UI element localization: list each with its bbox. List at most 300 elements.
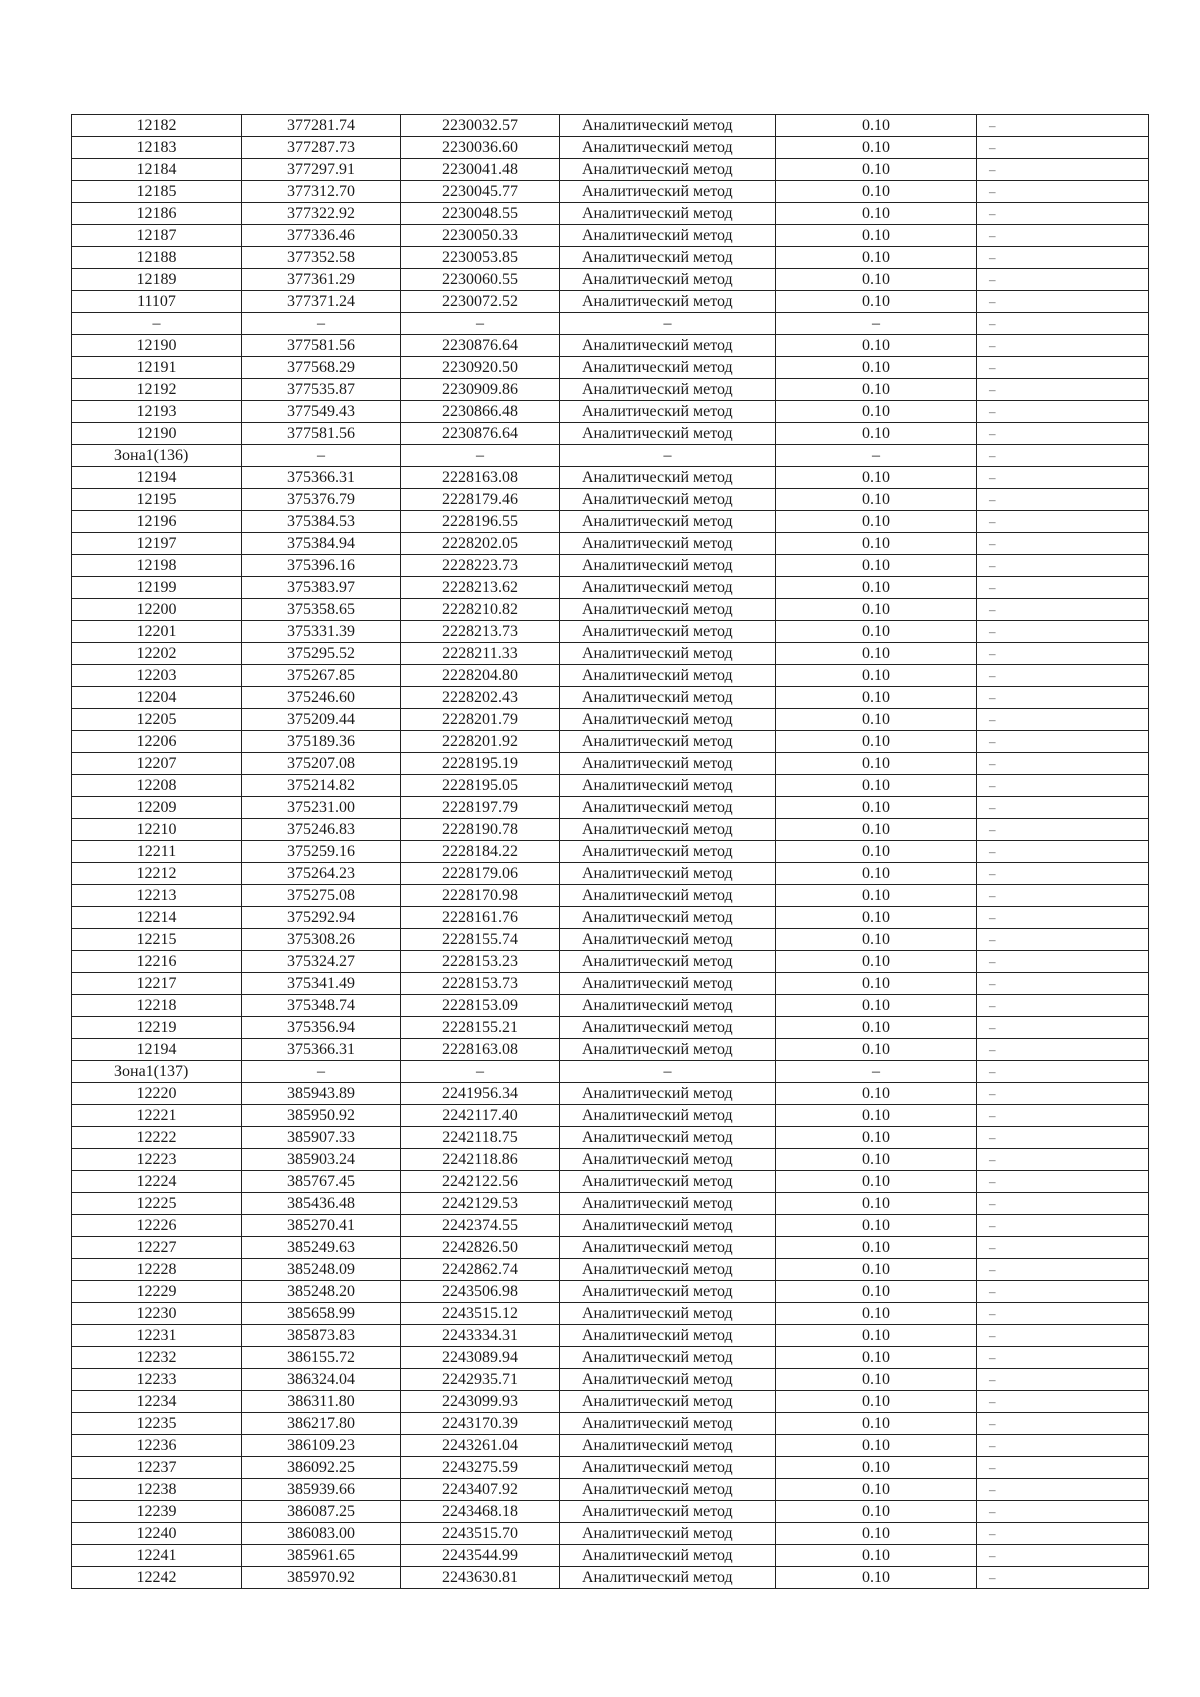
point-number-cell: 12228	[72, 1259, 242, 1281]
accuracy-cell: 0.10	[776, 423, 977, 445]
table-row	[72, 797, 1149, 819]
y-coordinate-cell: 2230032.57	[401, 115, 560, 137]
table-row	[72, 1479, 1149, 1501]
point-number-cell: 12198	[72, 555, 242, 577]
note-cell: –	[977, 159, 1149, 181]
x-coordinate-cell: 375246.83	[242, 819, 401, 841]
method-cell: Аналитический метод	[560, 357, 776, 379]
point-number-cell: 12200	[72, 599, 242, 621]
note-cell: –	[977, 753, 1149, 775]
point-number-cell: 12195	[72, 489, 242, 511]
point-number-cell: 12205	[72, 709, 242, 731]
point-number-cell: 12242	[72, 1567, 242, 1589]
point-number-cell: 12220	[72, 1083, 242, 1105]
point-number-cell: 12189	[72, 269, 242, 291]
method-cell: Аналитический метод	[560, 489, 776, 511]
method-cell: Аналитический метод	[560, 1435, 776, 1457]
note-cell: –	[977, 1479, 1149, 1501]
method-cell: Аналитический метод	[560, 1237, 776, 1259]
x-coordinate-cell: 385961.65	[242, 1545, 401, 1567]
y-coordinate-cell: 2230053.85	[401, 247, 560, 269]
accuracy-cell: 0.10	[776, 1303, 977, 1325]
method-cell: Аналитический метод	[560, 181, 776, 203]
accuracy-cell: 0.10	[776, 533, 977, 555]
note-cell: –	[977, 357, 1149, 379]
x-coordinate-cell: 386083.00	[242, 1523, 401, 1545]
accuracy-cell: 0.10	[776, 731, 977, 753]
point-number-cell: 12231	[72, 1325, 242, 1347]
y-coordinate-cell: 2243506.98	[401, 1281, 560, 1303]
note-cell: –	[977, 335, 1149, 357]
method-cell: Аналитический метод	[560, 1171, 776, 1193]
x-coordinate-cell: 377287.73	[242, 137, 401, 159]
method-cell: Аналитический метод	[560, 423, 776, 445]
x-coordinate-cell: 377336.46	[242, 225, 401, 247]
y-coordinate-cell: 2228179.46	[401, 489, 560, 511]
accuracy-cell: 0.10	[776, 841, 977, 863]
note-cell: –	[977, 1017, 1149, 1039]
method-cell: Аналитический метод	[560, 291, 776, 313]
table-row	[72, 401, 1149, 423]
table-row	[72, 1215, 1149, 1237]
point-number-cell: 12197	[72, 533, 242, 555]
accuracy-cell: 0.10	[776, 819, 977, 841]
method-cell: Аналитический метод	[560, 137, 776, 159]
y-coordinate-cell: 2230041.48	[401, 159, 560, 181]
y-coordinate-cell: 2243261.04	[401, 1435, 560, 1457]
method-cell: Аналитический метод	[560, 1567, 776, 1589]
point-number-cell: 12183	[72, 137, 242, 159]
table-row	[72, 863, 1149, 885]
note-cell: –	[977, 1523, 1149, 1545]
y-coordinate-cell: 2228163.08	[401, 1039, 560, 1061]
point-number-cell: 12212	[72, 863, 242, 885]
method-cell: Аналитический метод	[560, 1391, 776, 1413]
y-coordinate-cell: 2242862.74	[401, 1259, 560, 1281]
note-cell: –	[977, 1237, 1149, 1259]
point-number-cell: 12239	[72, 1501, 242, 1523]
method-cell: Аналитический метод	[560, 467, 776, 489]
table-row	[72, 1457, 1149, 1479]
note-cell: –	[977, 1259, 1149, 1281]
y-coordinate-cell: 2228201.92	[401, 731, 560, 753]
accuracy-cell: 0.10	[776, 401, 977, 423]
table-row	[72, 203, 1149, 225]
x-coordinate-cell: 375356.94	[242, 1017, 401, 1039]
accuracy-cell: 0.10	[776, 1083, 977, 1105]
note-cell: –	[977, 577, 1149, 599]
point-number-cell: 12227	[72, 1237, 242, 1259]
point-number-cell: 12188	[72, 247, 242, 269]
accuracy-cell: 0.10	[776, 1259, 977, 1281]
method-cell: Аналитический метод	[560, 1523, 776, 1545]
method-cell: Аналитический метод	[560, 863, 776, 885]
table-row	[72, 1523, 1149, 1545]
table-row	[72, 1435, 1149, 1457]
x-coordinate-cell: 377297.91	[242, 159, 401, 181]
method-cell: Аналитический метод	[560, 973, 776, 995]
x-coordinate-cell: 386324.04	[242, 1369, 401, 1391]
point-number-cell: 12187	[72, 225, 242, 247]
point-number-cell: 12204	[72, 687, 242, 709]
method-cell: Аналитический метод	[560, 1325, 776, 1347]
y-coordinate-cell: 2230060.55	[401, 269, 560, 291]
x-coordinate-cell: 385873.83	[242, 1325, 401, 1347]
point-number-cell: 12190	[72, 335, 242, 357]
accuracy-cell: 0.10	[776, 1435, 977, 1457]
accuracy-cell: –	[776, 445, 977, 467]
table-row	[72, 1105, 1149, 1127]
method-cell: Аналитический метод	[560, 775, 776, 797]
table-row	[72, 335, 1149, 357]
x-coordinate-cell: 375376.79	[242, 489, 401, 511]
accuracy-cell: 0.10	[776, 511, 977, 533]
accuracy-cell: 0.10	[776, 775, 977, 797]
accuracy-cell: 0.10	[776, 1391, 977, 1413]
point-number-cell: 11107	[72, 291, 242, 313]
point-number-cell: 12216	[72, 951, 242, 973]
method-cell: Аналитический метод	[560, 643, 776, 665]
method-cell: Аналитический метод	[560, 665, 776, 687]
table-row	[72, 159, 1149, 181]
table-row	[72, 1347, 1149, 1369]
point-number-cell: 12213	[72, 885, 242, 907]
table-row	[72, 1413, 1149, 1435]
method-cell: Аналитический метод	[560, 401, 776, 423]
y-coordinate-cell: 2228153.73	[401, 973, 560, 995]
table-row	[72, 599, 1149, 621]
accuracy-cell: 0.10	[776, 1281, 977, 1303]
x-coordinate-cell: 385950.92	[242, 1105, 401, 1127]
note-cell: –	[977, 973, 1149, 995]
accuracy-cell: 0.10	[776, 1523, 977, 1545]
x-coordinate-cell: 375384.94	[242, 533, 401, 555]
note-cell: –	[977, 797, 1149, 819]
accuracy-cell: 0.10	[776, 1149, 977, 1171]
method-cell: Аналитический метод	[560, 1457, 776, 1479]
note-cell: –	[977, 1391, 1149, 1413]
method-cell: –	[560, 445, 776, 467]
x-coordinate-cell: 385248.20	[242, 1281, 401, 1303]
point-number-cell: 12224	[72, 1171, 242, 1193]
note-cell: –	[977, 423, 1149, 445]
y-coordinate-cell: 2243275.59	[401, 1457, 560, 1479]
point-number-cell: 12240	[72, 1523, 242, 1545]
method-cell: Аналитический метод	[560, 709, 776, 731]
x-coordinate-cell: 377568.29	[242, 357, 401, 379]
note-cell: –	[977, 1149, 1149, 1171]
table-row	[72, 709, 1149, 731]
x-coordinate-cell: 377549.43	[242, 401, 401, 423]
method-cell: Аналитический метод	[560, 555, 776, 577]
x-coordinate-cell: 375275.08	[242, 885, 401, 907]
method-cell: Аналитический метод	[560, 929, 776, 951]
point-number-cell: 12226	[72, 1215, 242, 1237]
point-number-cell: 12207	[72, 753, 242, 775]
table-row	[72, 247, 1149, 269]
point-number-cell: 12236	[72, 1435, 242, 1457]
note-cell: –	[977, 907, 1149, 929]
note-cell: –	[977, 555, 1149, 577]
method-cell: Аналитический метод	[560, 159, 776, 181]
accuracy-cell: 0.10	[776, 181, 977, 203]
x-coordinate-cell: 377281.74	[242, 115, 401, 137]
accuracy-cell: 0.10	[776, 1127, 977, 1149]
point-number-cell: 12235	[72, 1413, 242, 1435]
table-row	[72, 665, 1149, 687]
note-cell: –	[977, 467, 1149, 489]
note-cell: –	[977, 489, 1149, 511]
table-row	[72, 555, 1149, 577]
note-cell: –	[977, 1325, 1149, 1347]
x-coordinate-cell: 375189.36	[242, 731, 401, 753]
method-cell: Аналитический метод	[560, 115, 776, 137]
x-coordinate-cell: –	[242, 1061, 401, 1083]
accuracy-cell: 0.10	[776, 995, 977, 1017]
y-coordinate-cell: 2228195.05	[401, 775, 560, 797]
table-row	[72, 1281, 1149, 1303]
y-coordinate-cell: 2230909.86	[401, 379, 560, 401]
zone-header-row	[72, 445, 1149, 467]
x-coordinate-cell: 375384.53	[242, 511, 401, 533]
accuracy-cell: –	[776, 313, 977, 335]
x-coordinate-cell: 375267.85	[242, 665, 401, 687]
y-coordinate-cell: –	[401, 313, 560, 335]
point-number-cell: 12192	[72, 379, 242, 401]
y-coordinate-cell: 2228155.74	[401, 929, 560, 951]
table-row	[72, 973, 1149, 995]
note-cell: –	[977, 687, 1149, 709]
point-number-cell: 12218	[72, 995, 242, 1017]
accuracy-cell: 0.10	[776, 555, 977, 577]
accuracy-cell: 0.10	[776, 1501, 977, 1523]
x-coordinate-cell: 375348.74	[242, 995, 401, 1017]
method-cell: Аналитический метод	[560, 1413, 776, 1435]
y-coordinate-cell: 2243544.99	[401, 1545, 560, 1567]
note-cell: –	[977, 401, 1149, 423]
note-cell: –	[977, 1061, 1149, 1083]
y-coordinate-cell: 2228223.73	[401, 555, 560, 577]
point-number-cell: 12234	[72, 1391, 242, 1413]
y-coordinate-cell: 2228179.06	[401, 863, 560, 885]
table-row	[72, 1325, 1149, 1347]
point-number-cell: 12219	[72, 1017, 242, 1039]
y-coordinate-cell: 2230866.48	[401, 401, 560, 423]
point-number-cell: 12211	[72, 841, 242, 863]
note-cell: –	[977, 511, 1149, 533]
coordinates-table	[71, 114, 1149, 1589]
accuracy-cell: 0.10	[776, 863, 977, 885]
y-coordinate-cell: 2242129.53	[401, 1193, 560, 1215]
method-cell: Аналитический метод	[560, 225, 776, 247]
method-cell: Аналитический метод	[560, 885, 776, 907]
point-number-cell: 12214	[72, 907, 242, 929]
y-coordinate-cell: 2228155.21	[401, 1017, 560, 1039]
table-row	[72, 1369, 1149, 1391]
y-coordinate-cell: 2242935.71	[401, 1369, 560, 1391]
method-cell: Аналитический метод	[560, 269, 776, 291]
note-cell: –	[977, 1369, 1149, 1391]
point-number-cell: 12184	[72, 159, 242, 181]
x-coordinate-cell: 375383.97	[242, 577, 401, 599]
note-cell: –	[977, 1083, 1149, 1105]
point-number-cell: 12193	[72, 401, 242, 423]
accuracy-cell: 0.10	[776, 709, 977, 731]
table-row	[72, 731, 1149, 753]
method-cell: Аналитический метод	[560, 1105, 776, 1127]
x-coordinate-cell: 375358.65	[242, 599, 401, 621]
table-row	[72, 269, 1149, 291]
y-coordinate-cell: 2230050.33	[401, 225, 560, 247]
method-cell: Аналитический метод	[560, 203, 776, 225]
y-coordinate-cell: 2243468.18	[401, 1501, 560, 1523]
method-cell: Аналитический метод	[560, 687, 776, 709]
accuracy-cell: 0.10	[776, 203, 977, 225]
point-number-cell: 12196	[72, 511, 242, 533]
method-cell: Аналитический метод	[560, 1259, 776, 1281]
note-cell: –	[977, 1567, 1149, 1589]
x-coordinate-cell: 375259.16	[242, 841, 401, 863]
point-number-cell: 12206	[72, 731, 242, 753]
accuracy-cell: 0.10	[776, 269, 977, 291]
table-row	[72, 423, 1149, 445]
note-cell: –	[977, 995, 1149, 1017]
table-row	[72, 1237, 1149, 1259]
x-coordinate-cell: 377312.70	[242, 181, 401, 203]
x-coordinate-cell: 385939.66	[242, 1479, 401, 1501]
method-cell: Аналитический метод	[560, 1193, 776, 1215]
y-coordinate-cell: 2243407.92	[401, 1479, 560, 1501]
x-coordinate-cell: 385970.92	[242, 1567, 401, 1589]
method-cell: Аналитический метод	[560, 951, 776, 973]
point-number-cell: 12222	[72, 1127, 242, 1149]
y-coordinate-cell: 2228213.73	[401, 621, 560, 643]
table-row	[72, 1501, 1149, 1523]
table-row	[72, 819, 1149, 841]
y-coordinate-cell: 2243630.81	[401, 1567, 560, 1589]
point-number-cell: 12191	[72, 357, 242, 379]
note-cell: –	[977, 709, 1149, 731]
table-row	[72, 1039, 1149, 1061]
x-coordinate-cell: 386217.80	[242, 1413, 401, 1435]
method-cell: Аналитический метод	[560, 1039, 776, 1061]
accuracy-cell: 0.10	[776, 797, 977, 819]
table-row	[72, 995, 1149, 1017]
y-coordinate-cell: 2230876.64	[401, 423, 560, 445]
note-cell: –	[977, 445, 1149, 467]
point-number-cell: 12194	[72, 467, 242, 489]
note-cell: –	[977, 1435, 1149, 1457]
y-coordinate-cell: –	[401, 445, 560, 467]
x-coordinate-cell: 386311.80	[242, 1391, 401, 1413]
point-number-cell: 12221	[72, 1105, 242, 1127]
accuracy-cell: 0.10	[776, 643, 977, 665]
accuracy-cell: 0.10	[776, 1479, 977, 1501]
method-cell: Аналитический метод	[560, 819, 776, 841]
accuracy-cell: 0.10	[776, 951, 977, 973]
table-row	[72, 467, 1149, 489]
method-cell: Аналитический метод	[560, 1281, 776, 1303]
x-coordinate-cell: 377352.58	[242, 247, 401, 269]
note-cell: –	[977, 1281, 1149, 1303]
table-row	[72, 533, 1149, 555]
method-cell: Аналитический метод	[560, 247, 776, 269]
note-cell: –	[977, 247, 1149, 269]
note-cell: –	[977, 313, 1149, 335]
table-row	[72, 1259, 1149, 1281]
point-number-cell: 12241	[72, 1545, 242, 1567]
x-coordinate-cell: 386109.23	[242, 1435, 401, 1457]
note-cell: –	[977, 225, 1149, 247]
note-cell: –	[977, 1457, 1149, 1479]
note-cell: –	[977, 115, 1149, 137]
accuracy-cell: 0.10	[776, 1171, 977, 1193]
note-cell: –	[977, 1501, 1149, 1523]
table-row	[72, 841, 1149, 863]
x-coordinate-cell: 386155.72	[242, 1347, 401, 1369]
accuracy-cell: 0.10	[776, 1457, 977, 1479]
point-number-cell: 12194	[72, 1039, 242, 1061]
x-coordinate-cell: –	[242, 445, 401, 467]
x-coordinate-cell: 375331.39	[242, 621, 401, 643]
method-cell: –	[560, 313, 776, 335]
accuracy-cell: 0.10	[776, 665, 977, 687]
point-number-cell: Зона1(136)	[72, 445, 242, 467]
note-cell: –	[977, 1347, 1149, 1369]
note-cell: –	[977, 731, 1149, 753]
point-number-cell: 12199	[72, 577, 242, 599]
point-number-cell: 12190	[72, 423, 242, 445]
accuracy-cell: 0.10	[776, 753, 977, 775]
accuracy-cell: –	[776, 1061, 977, 1083]
accuracy-cell: 0.10	[776, 159, 977, 181]
point-number-cell: –	[72, 313, 242, 335]
accuracy-cell: 0.10	[776, 687, 977, 709]
table-row	[72, 357, 1149, 379]
x-coordinate-cell: 375231.00	[242, 797, 401, 819]
accuracy-cell: 0.10	[776, 225, 977, 247]
note-cell: –	[977, 291, 1149, 313]
note-cell: –	[977, 775, 1149, 797]
x-coordinate-cell: 385907.33	[242, 1127, 401, 1149]
x-coordinate-cell: 385249.63	[242, 1237, 401, 1259]
y-coordinate-cell: 2228190.78	[401, 819, 560, 841]
x-coordinate-cell: 377581.56	[242, 423, 401, 445]
method-cell: Аналитический метод	[560, 577, 776, 599]
table-row	[72, 489, 1149, 511]
table-row	[72, 181, 1149, 203]
method-cell: Аналитический метод	[560, 841, 776, 863]
x-coordinate-cell: 377371.24	[242, 291, 401, 313]
accuracy-cell: 0.10	[776, 115, 977, 137]
x-coordinate-cell: 385248.09	[242, 1259, 401, 1281]
point-number-cell: 12232	[72, 1347, 242, 1369]
table-row	[72, 643, 1149, 665]
method-cell: Аналитический метод	[560, 1215, 776, 1237]
note-cell: –	[977, 819, 1149, 841]
accuracy-cell: 0.10	[776, 247, 977, 269]
point-number-cell: 12237	[72, 1457, 242, 1479]
zone-header-row	[72, 1061, 1149, 1083]
y-coordinate-cell: 2228202.43	[401, 687, 560, 709]
method-cell: Аналитический метод	[560, 533, 776, 555]
y-coordinate-cell: 2230876.64	[401, 335, 560, 357]
point-number-cell: 12229	[72, 1281, 242, 1303]
point-number-cell: 12223	[72, 1149, 242, 1171]
y-coordinate-cell: 2228213.62	[401, 577, 560, 599]
y-coordinate-cell: 2228163.08	[401, 467, 560, 489]
table-row	[72, 577, 1149, 599]
